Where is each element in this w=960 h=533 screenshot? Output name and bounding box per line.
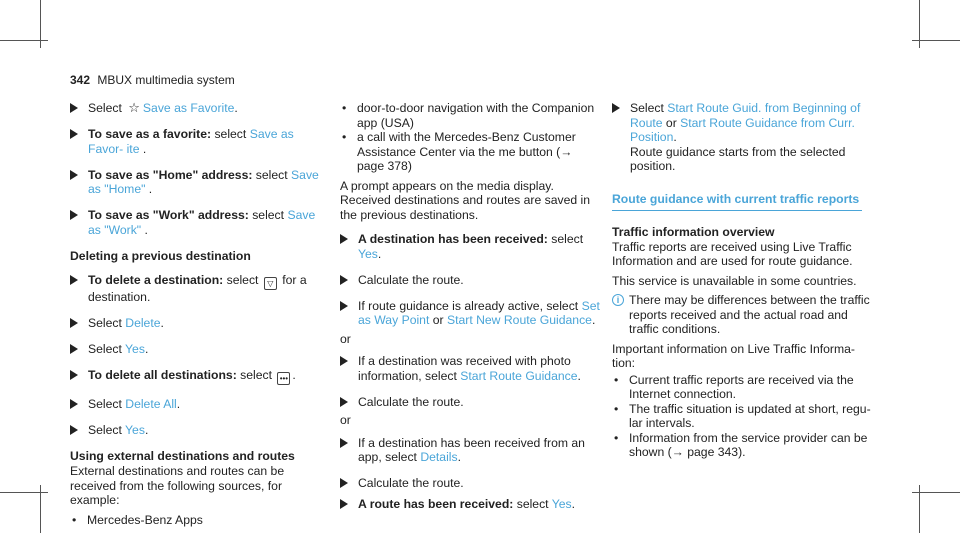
step-select-start-route: Select Start Route Guid. from Beginning of Route or Start Route Guidance from Curr. Position. Route guidance starts from the selected position. bbox=[612, 101, 880, 174]
step-select-yes: Select Yes. bbox=[70, 342, 328, 357]
step-route-received: A route has been received: select Yes. bbox=[340, 497, 600, 512]
page-header bbox=[70, 73, 235, 88]
step-calculate-route: Calculate the route. bbox=[340, 273, 600, 288]
link-save-as-home[interactable]: Save as "Home" bbox=[88, 167, 319, 196]
column-1 bbox=[70, 101, 328, 527]
paragraph: A prompt appears on the media display. Received destinations and routes are saved in the previous destinations. bbox=[340, 178, 590, 222]
info-icon: i bbox=[612, 294, 624, 306]
step-photo-information: If a destination was received with photo information, select Start Route Guidance. bbox=[340, 354, 600, 383]
list-item: • Current traffic reports are received via the Internet connection. bbox=[612, 373, 880, 402]
paragraph: This service is unavailable in some countries. bbox=[612, 273, 857, 288]
step-select-delete: Select Delete. bbox=[70, 316, 328, 331]
step-save-favorite-select: To save as a favorite: select Save as Favor- ite . bbox=[70, 127, 328, 156]
link-start-route-from-beginning[interactable]: Start Route Guid. from Beginning of Route bbox=[630, 101, 861, 130]
column-2 bbox=[340, 101, 600, 523]
step-save-home: To save as "Home" address: select Save as "Home" . bbox=[70, 168, 328, 197]
ellipsis-icon[interactable]: ••• bbox=[277, 372, 290, 385]
link-set-as-way-point[interactable]: Set as Way Point bbox=[358, 298, 600, 327]
crop-mark bbox=[912, 492, 960, 493]
page-number: 342 bbox=[70, 73, 91, 87]
note-text: There may be differences between the traffic reports received and the actual road and traffic conditions. bbox=[629, 293, 870, 336]
page-header-title: MBUX multimedia system bbox=[97, 73, 235, 87]
step-save-work: To save as "Work" address: select Save as "Work" . bbox=[70, 208, 328, 237]
link-details[interactable]: Details bbox=[420, 450, 458, 464]
link-start-new-route-guidance[interactable]: Start New Route Guidance bbox=[446, 313, 592, 327]
paragraph: Important information on Live Traffic Informa- tion: bbox=[612, 341, 855, 370]
step-route-guidance-active: If route guidance is already active, select Set as Way Point or Start New Route Guidance. bbox=[340, 299, 600, 328]
crop-mark bbox=[912, 40, 960, 41]
list-item: • door-to-door navigation with the Companion app (USA) bbox=[340, 101, 600, 130]
link-delete[interactable]: Delete bbox=[125, 316, 161, 330]
step-select-yes-2: Select Yes. bbox=[70, 423, 328, 438]
link-save-as-favorite[interactable]: Save as Favorite bbox=[142, 101, 235, 115]
section-title: Route guidance with current traffic reports bbox=[612, 192, 862, 212]
paragraph: Traffic reports are received using Live Traffic Information and are used for route guidance. bbox=[612, 239, 853, 268]
link-save-as-favorite-2[interactable]: Save as Favor- ite bbox=[88, 127, 294, 156]
link-yes-2[interactable]: Yes bbox=[551, 496, 572, 511]
or-label: or bbox=[340, 331, 351, 346]
star-icon: ☆ bbox=[128, 100, 140, 115]
list-item: • The traffic situation is updated at short, regu- lar intervals. bbox=[612, 402, 880, 431]
step-destination-received: A destination has been received: select Yes. bbox=[340, 232, 600, 261]
step-calculate-route-2: Calculate the route. bbox=[340, 395, 600, 410]
or-label: or bbox=[340, 413, 351, 427]
step-calculate-route-3: Calculate the route. bbox=[340, 476, 600, 491]
link-yes[interactable]: Yes bbox=[125, 342, 145, 356]
step-delete-destination: To delete a destination: select ▽ for a destination. bbox=[70, 273, 328, 305]
crop-mark bbox=[0, 492, 48, 493]
crop-mark bbox=[0, 40, 48, 41]
heading-traffic-overview: Traffic information overview bbox=[612, 225, 775, 239]
step-delete-all: To delete all destinations: select ••• . bbox=[70, 368, 328, 385]
step-select-delete-all: Select Delete All. bbox=[70, 397, 328, 412]
link-start-route-guidance[interactable]: Start Route Guidance bbox=[460, 368, 578, 383]
heading-deleting-destination: Deleting a previous destination bbox=[70, 248, 251, 263]
step-save-favorite: Select ☆ Save as Favorite. bbox=[70, 101, 328, 116]
paragraph: External destinations and routes can be received from the following sources, for example: bbox=[70, 464, 285, 507]
column-3 bbox=[612, 101, 880, 460]
list-item: • Information from the service provider can be shown (→ page 343). bbox=[612, 431, 880, 460]
list-item: • a call with the Mercedes-Benz Customer Assistance Center via the me button (→ page 378) bbox=[340, 130, 600, 174]
heading-external-destinations: Using external destinations and routes bbox=[70, 448, 295, 463]
link-start-route-from-current[interactable]: Start Route Guidance from Curr. Position bbox=[630, 115, 855, 144]
link-save-as-work[interactable]: Save as "Work" bbox=[88, 208, 316, 237]
link-yes[interactable]: Yes bbox=[358, 246, 378, 261]
down-arrow-box-icon[interactable]: ▽ bbox=[264, 277, 277, 290]
step-result: Route guidance starts from the selected position. bbox=[630, 144, 846, 173]
link-yes-2[interactable]: Yes bbox=[125, 422, 145, 437]
step-from-app: If a destination has been received from an app, select Details. bbox=[340, 436, 600, 465]
list-item: • Mercedes-Benz Apps bbox=[70, 513, 328, 528]
note bbox=[612, 293, 880, 337]
link-delete-all[interactable]: Delete All bbox=[125, 396, 177, 411]
